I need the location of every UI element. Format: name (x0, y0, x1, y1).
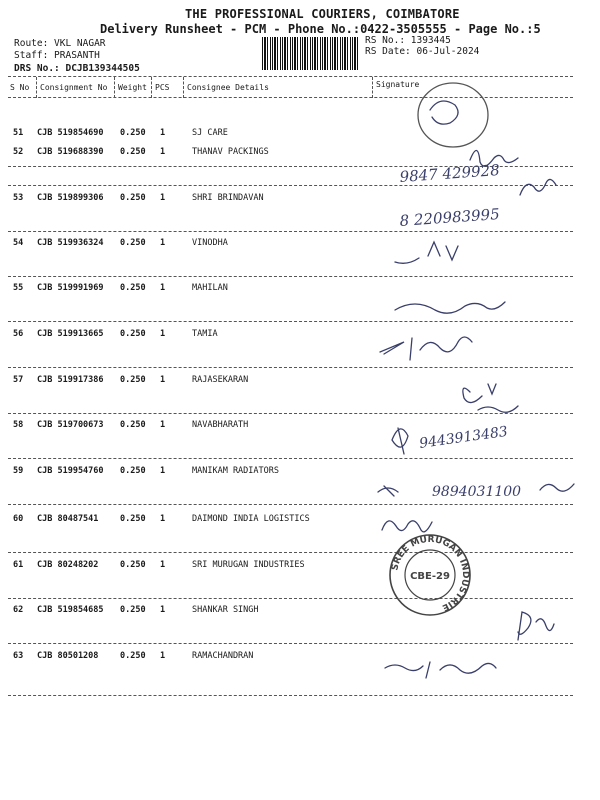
row-weight: 0.250 (120, 128, 146, 138)
row-sno: 51 (13, 128, 24, 138)
row-weight: 0.250 (120, 560, 146, 570)
row-weight: 0.250 (120, 329, 146, 339)
seal-stamp-icon (418, 83, 488, 147)
row-consignee: RAMACHANDRAN (192, 651, 254, 661)
row-consignment: CJB 80487541 (37, 514, 99, 524)
row-weight: 0.250 (120, 651, 146, 661)
signature-mark (395, 302, 505, 313)
handwritten-phone: 9847 429928 (399, 161, 501, 186)
row-weight: 0.250 (120, 238, 146, 248)
row-pcs: 1 (160, 605, 166, 615)
signature-mark (463, 384, 518, 412)
row-weight: 0.250 (120, 147, 146, 157)
column-header-pcs: PCS (155, 83, 170, 92)
row-sno: 53 (13, 193, 24, 203)
row-weight: 0.250 (120, 466, 146, 476)
row-pcs: 1 (160, 375, 166, 385)
row-pcs: 1 (160, 238, 166, 248)
row-pcs: 1 (160, 420, 166, 430)
row-consignment: CJB 519954760 (37, 466, 104, 476)
handwritten-phone: 8 220983995 (399, 205, 501, 230)
row-consignment: CJB 519688390 (37, 147, 104, 157)
route-label: Route: VKL NAGAR (14, 38, 106, 49)
column-header-weight: Weight (118, 83, 147, 92)
row-consignee: NAVABHARATH (192, 420, 249, 430)
row-consignee: SJ CARE (192, 128, 228, 138)
rs-number: RS No.: 1393445 (365, 35, 451, 46)
row-consignee: THANAV PACKINGS (192, 147, 269, 157)
signature-mark (430, 101, 458, 124)
row-consignee: TAMIA (192, 329, 218, 339)
row-sno: 62 (13, 605, 24, 615)
row-sno: 56 (13, 329, 24, 339)
signature-mark (378, 486, 398, 496)
row-sno: 61 (13, 560, 24, 570)
row-consignee: SHANKAR SINGH (192, 605, 259, 615)
row-consignee: MAHILAN (192, 283, 228, 293)
company-stamp-icon (390, 535, 470, 615)
row-consignee: MANIKAM RADIATORS (192, 466, 279, 476)
row-consignee: RAJASEKARAN (192, 375, 249, 385)
row-pcs: 1 (160, 329, 166, 339)
row-weight: 0.250 (120, 605, 146, 615)
signature-mark (540, 484, 574, 491)
row-pcs: 1 (160, 128, 166, 138)
row-consignee: SHRI BRINDAVAN (192, 193, 264, 203)
row-consignment: CJB 80501208 (37, 651, 99, 661)
row-sno: 63 (13, 651, 24, 661)
handwritten-phone: 9443913483 (418, 423, 509, 452)
row-consignee: SRI MURUGAN INDUSTRIES (192, 560, 305, 570)
row-consignment: CJB 519854690 (37, 128, 104, 138)
rs-date: RS Date: 06-Jul-2024 (365, 46, 480, 57)
signature-mark (380, 337, 472, 360)
row-consignment: CJB 519700673 (37, 420, 104, 430)
column-header-sno: S No (10, 83, 30, 92)
stamp-center-text: CBE-29 (410, 571, 450, 582)
row-weight: 0.250 (120, 420, 146, 430)
column-header-consignment: Consignment No (40, 83, 108, 92)
row-sno: 52 (13, 147, 24, 157)
row-pcs: 1 (160, 560, 166, 570)
row-consignment: CJB 519899306 (37, 193, 104, 203)
row-consignment: CJB 519917386 (37, 375, 104, 385)
signature-mark (385, 662, 496, 678)
row-pcs: 1 (160, 651, 166, 661)
row-pcs: 1 (160, 466, 166, 476)
row-consignment: CJB 80248202 (37, 560, 99, 570)
row-consignment: CJB 519854685 (37, 605, 104, 615)
handwritten-phone: 9894031100 (432, 484, 522, 500)
stamp-ring-text: SREE MURUGAN INDUSTRIE (390, 534, 471, 613)
signature-mark (392, 428, 408, 454)
row-weight: 0.250 (120, 514, 146, 524)
row-sno: 55 (13, 283, 24, 293)
company-title: THE PROFESSIONAL COURIERS, COIMBATORE (185, 7, 460, 21)
row-pcs: 1 (160, 193, 166, 203)
row-consignment: CJB 519936324 (37, 238, 104, 248)
row-pcs: 1 (160, 147, 166, 157)
row-pcs: 1 (160, 514, 166, 524)
signature-mark (395, 242, 458, 263)
row-sno: 58 (13, 420, 24, 430)
row-consignment: CJB 519991969 (37, 283, 104, 293)
row-sno: 57 (13, 375, 24, 385)
runsheet-subtitle: Delivery Runsheet - PCM - Phone No.:0422-3505555 - Page No.:5 (100, 22, 541, 36)
row-consignee: VINODHA (192, 238, 228, 248)
row-consignee: DAIMOND INDIA LOGISTICS (192, 514, 310, 524)
signature-mark (520, 179, 556, 195)
column-header-signature: Signature (376, 80, 420, 89)
column-header-consignee: Consignee Details (187, 83, 269, 92)
drs-number: DRS No.: DCJB139344505 (14, 63, 140, 74)
row-weight: 0.250 (120, 375, 146, 385)
signature-mark (382, 521, 432, 532)
row-pcs: 1 (160, 283, 166, 293)
row-consignment: CJB 519913665 (37, 329, 104, 339)
staff-label: Staff: PRASANTH (14, 50, 100, 61)
row-sno: 60 (13, 514, 24, 524)
row-weight: 0.250 (120, 283, 146, 293)
row-sno: 59 (13, 466, 24, 476)
row-sno: 54 (13, 238, 24, 248)
signature-mark (518, 612, 554, 640)
row-weight: 0.250 (120, 193, 146, 203)
